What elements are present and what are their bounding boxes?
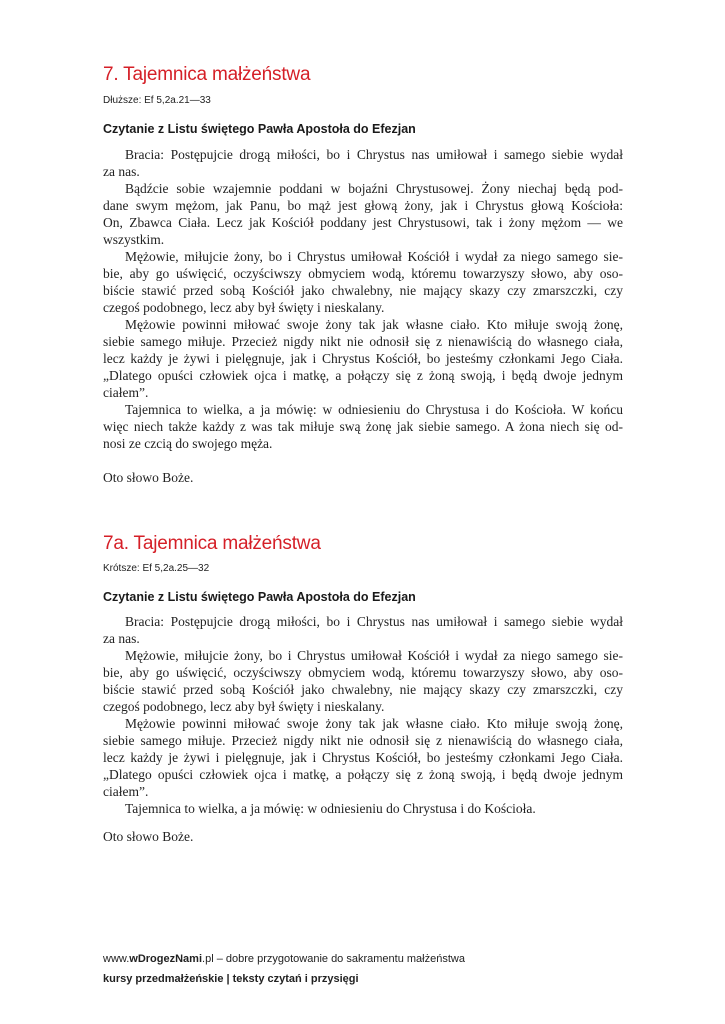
text-line: ciałem”.: [103, 385, 149, 400]
footer-tagline: – dobre przygotowanie do sakramentu małżeństwa: [213, 953, 465, 965]
reading-reference: Dłuższe: Ef 5,2a.21—33: [103, 95, 211, 106]
text-line: siebie samego miłuje. Przecież nigdy nikt nie odnosił się z nienawiścią do własnego ciała,: [103, 334, 623, 349]
section-title: 7a. Tajemnica małżeństwa: [103, 533, 321, 554]
text-line: bie, aby go uświęcić, oczyściwszy obmyciem wodą, któremu towarzyszy słowo, aby oso-: [103, 665, 623, 680]
closing-formula: Oto słowo Boże.: [103, 470, 194, 485]
text-line: za nas.: [103, 631, 140, 646]
text-line: Bądźcie sobie wzajemnie poddani w bojaźni Chrystusowej. Żony niechaj będą pod-: [125, 181, 623, 196]
text-line: czegoś podobnego, lecz aby był święty i nieskalany.: [103, 699, 385, 714]
text-line: On, Zbawca Ciała. Lecz jak Kościół poddany jest Chrystusowi, tak i żony mężom — we: [103, 215, 623, 230]
site-link[interactable]: [103, 953, 214, 965]
text-line: lecz każdy je żywi i pielęgnuje, jak i Chrystus Kościół, bo jesteśmy członkami Jego Ciała.: [103, 750, 623, 765]
text-line: bie, aby go uświęcić, oczyściwszy obmyciem wodą, któremu towarzyszy słowo, aby oso-: [103, 266, 623, 281]
reading-reference: Krótsze: Ef 5,2a.25—32: [103, 563, 210, 574]
text-line: ciałem”.: [103, 784, 149, 799]
text-line: czegoś podobnego, lecz aby był święty i nieskalany.: [103, 300, 385, 315]
text-line: Tajemnica to wielka, a ja mówię: w odniesieniu do Chrystusa i do Kościoła.: [125, 801, 536, 816]
text-line: siebie samego miłuje. Przecież nigdy nikt nie odnosił się z nienawiścią do własnego ciała,: [103, 733, 623, 748]
site-suffix: .pl: [202, 953, 214, 965]
site-prefix: www.: [103, 953, 130, 965]
text-line: „Dlatego opuści człowiek ojca i matkę, a połączy się z żoną swoją, i będą dwoje jednym: [103, 368, 623, 383]
footer-site-line: [103, 953, 465, 965]
text-line: Mężowie, miłujcie żony, bo i Chrystus umiłował Kościół i wydał za niego samego sie-: [125, 648, 623, 663]
text-line: Tajemnica to wielka, a ja mówię: w odniesieniu do Chrystusa i do Kościoła. W końcu: [125, 402, 623, 417]
text-line: Bracia: Postępujcie drogą miłości, bo i Chrystus nas umiłował i samego siebie wydał: [125, 614, 623, 629]
reading-heading: Czytanie z Listu świętego Pawła Apostoła do Efezjan: [103, 590, 416, 604]
text-line: Mężowie, miłujcie żony, bo i Chrystus umiłował Kościół i wydał za niego samego sie-: [125, 249, 623, 264]
text-line: Bracia: Postępujcie drogą miłości, bo i Chrystus nas umiłował i samego siebie wydał: [125, 147, 623, 162]
text-line: więc niech także każdy z was tak miłuje swą żonę jak siebie samego. A żona niech się od-: [103, 419, 623, 434]
text-line: za nas.: [103, 164, 140, 179]
text-line: nosi ze czcią do swojego męża.: [103, 436, 273, 451]
reading-text: [103, 613, 623, 817]
closing-formula: Oto słowo Boże.: [103, 829, 194, 844]
text-line: wszystkim.: [103, 232, 165, 247]
text-line: biście stawić przed sobą Kościół jako chwalebny, nie mający skazy czy zmarszczki, czy: [103, 283, 623, 298]
text-line: lecz każdy je żywi i pielęgnuje, jak i Chrystus Kościół, bo jesteśmy członkami Jego Ciała.: [103, 351, 623, 366]
text-line: Mężowie powinni miłować swoje żony tak jak własne ciało. Kto miłuje swoją żonę,: [125, 317, 623, 332]
footer-categories: kursy przedmałżeńskie | teksty czytań i przysięgi: [103, 973, 359, 985]
site-brand: wDrogezNami: [129, 953, 203, 965]
text-line: biście stawić przed sobą Kościół jako chwalebny, nie mający skazy czy zmarszczki, czy: [103, 682, 623, 697]
section-title: 7. Tajemnica małżeństwa: [103, 64, 311, 85]
text-line: Mężowie powinni miłować swoje żony tak jak własne ciało. Kto miłuje swoją żonę,: [125, 716, 623, 731]
reading-heading: Czytanie z Listu świętego Pawła Apostoła do Efezjan: [103, 122, 416, 136]
text-line: „Dlatego opuści człowiek ojca i matkę, a połączy się z żoną swoją, i będą dwoje jednym: [103, 767, 623, 782]
reading-text: [103, 146, 623, 452]
text-line: dane swym mężom, jak Panu, bo mąż jest głową żony, jak i Chrystus głową Kościoła:: [103, 198, 623, 213]
